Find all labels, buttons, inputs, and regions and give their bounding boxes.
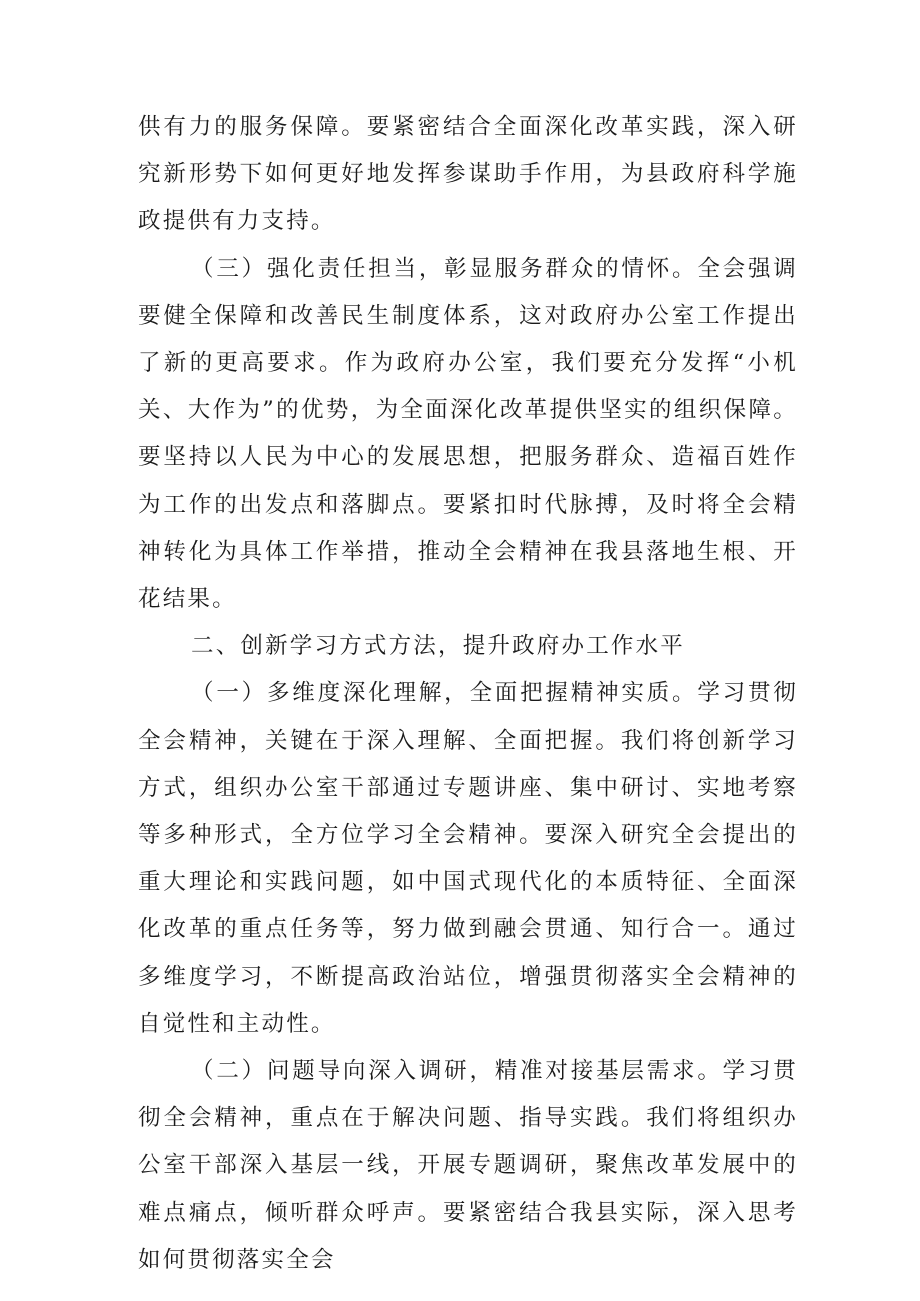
section-heading-2: 二、创新学习方式方法，提升政府办工作水平 xyxy=(191,633,686,660)
paragraph-continuation: 供有力的服务保障。要紧密结合全面深化改革实践，深入研究新形势下如何更好地发挥参谋助手作用，为县政府科学施政提供有力支持。 xyxy=(138,114,798,235)
paragraph-section-3: （三）强化责任担当，彰显服务群众的情怀。全会强调要健全保障和改善民生制度体系，这对政府办公室工作提出了新的更高要求。作为政府办公室，我们要充分发挥“小机关、大作为”的优势，为全面深化改革提供坚实的组织保障。要坚持以人民为中心的发展思想，把服务群众、造福百姓作为工作的出发点和落脚点。要紧扣时代脉搏，及时将全会精神转化为具体工作举措，推动全会精神在我县落地生根、开花结果。 xyxy=(138,255,798,613)
document-body xyxy=(138,104,798,1284)
paragraph-subsection-2: （二）问题导向深入调研，精准对接基层需求。学习贯彻全会精神，重点在于解决问题、指导实践。我们将组织办公室干部深入基层一线，开展专题调研，聚焦改革发展中的难点痛点，倾听群众呼声。要紧密结合我县实际，深入思考如何贯彻落实全会 xyxy=(138,1058,798,1273)
paragraph-subsection-1: （一）多维度深化理解，全面把握精神实质。学习贯彻全会精神，关键在于深入理解、全面把握。我们将创新学习方式，组织办公室干部通过专题讲座、集中研讨、实地考察等多种形式，全方位学习全会精神。要深入研究全会提出的重大理论和实践问题，如中国式现代化的本质特征、全面深化改革的重点任务等，努力做到融会贯通、知行合一。通过多维度学习，不断提高政治站位，增强贯彻落实全会精神的自觉性和主动性。 xyxy=(138,680,798,1037)
